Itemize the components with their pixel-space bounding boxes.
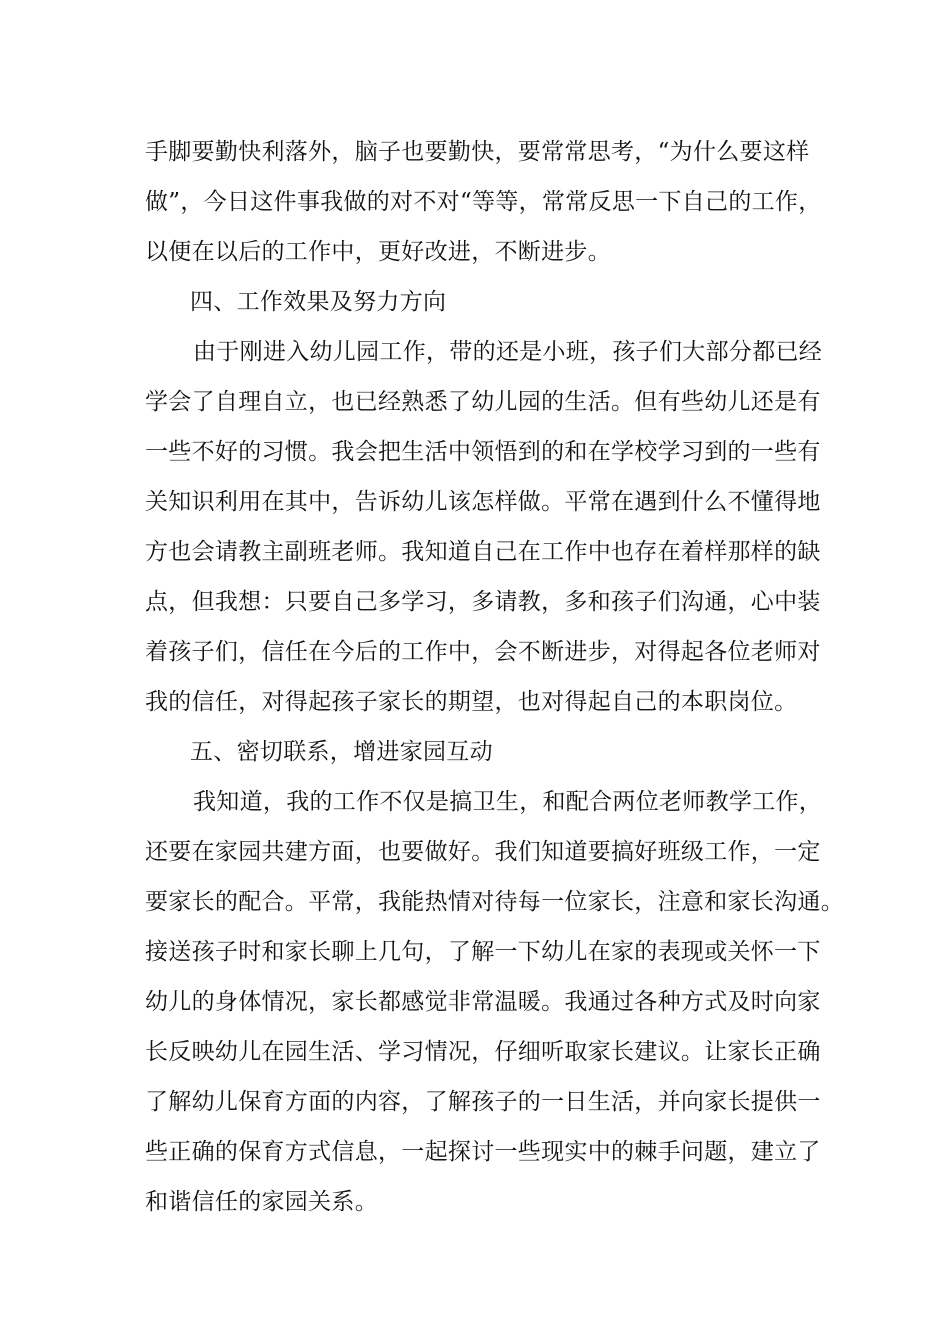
text-line: 一些不好的习惯。我会把生活中领悟到的和在学校学习到的一些有	[145, 439, 821, 465]
text-line: 方也会请教主副班老师。我知道自己在工作中也存在着样那样的缺	[145, 539, 821, 565]
text-line: 我知道，我的工作不仅是搞卫生，和配合两位老师教学工作，	[193, 789, 823, 815]
text-line: 长反映幼儿在园生活、学习情况，仔细听取家长建议。让家长正确	[145, 1039, 821, 1065]
text-line: 要家长的配合。平常，我能热情对待每一位家长，注意和家长沟通。	[145, 889, 844, 915]
text-line: 了解幼儿保育方面的内容，了解孩子的一日生活，并向家长提供一	[145, 1089, 821, 1115]
text-line: 还要在家园共建方面，也要做好。我们知道要搞好班级工作，一定	[145, 839, 821, 865]
text-line: 着孩子们，信任在今后的工作中，会不断进步，对得起各位老师对	[145, 639, 821, 665]
text-line: 幼儿的身体情况，家长都感觉非常温暖。我通过各种方式及时向家	[145, 989, 821, 1015]
text-line: 些正确的保育方式信息，一起探讨一些现实中的棘手问题，建立了	[145, 1139, 821, 1165]
text-line: 接送孩子时和家长聊上几句，了解一下幼儿在家的表现或关怀一下	[145, 939, 821, 965]
text-line: 点，但我想：只要自己多学习，多请教，多和孩子们沟通，心中装	[145, 589, 821, 615]
text-line: 以便在以后的工作中，更好改进，不断进步。	[145, 239, 611, 265]
text-line: 关知识利用在其中，告诉幼儿该怎样做。平常在遇到什么不懂得地	[145, 489, 821, 515]
section-heading: 五、密切联系，增进家园互动	[190, 739, 493, 765]
text-line: 做”，今日这件事我做的对不对“等等，常常反思一下自己的工作，	[145, 189, 822, 215]
text-line: 由于刚进入幼儿园工作，带的还是小班，孩子们大部分都已经	[193, 339, 823, 365]
text-line: 手脚要勤快利落外，脑子也要勤快，要常常思考，“为什么要这样	[145, 139, 810, 165]
text-line: 和谐信任的家园关系。	[145, 1189, 378, 1215]
text-line: 学会了自理自立，也已经熟悉了幼儿园的生活。但有些幼儿还是有	[145, 389, 821, 415]
section-heading: 四、工作效果及努力方向	[190, 289, 447, 315]
text-line: 我的信任，对得起孩子家长的期望，也对得起自己的本职岗位。	[145, 689, 798, 715]
